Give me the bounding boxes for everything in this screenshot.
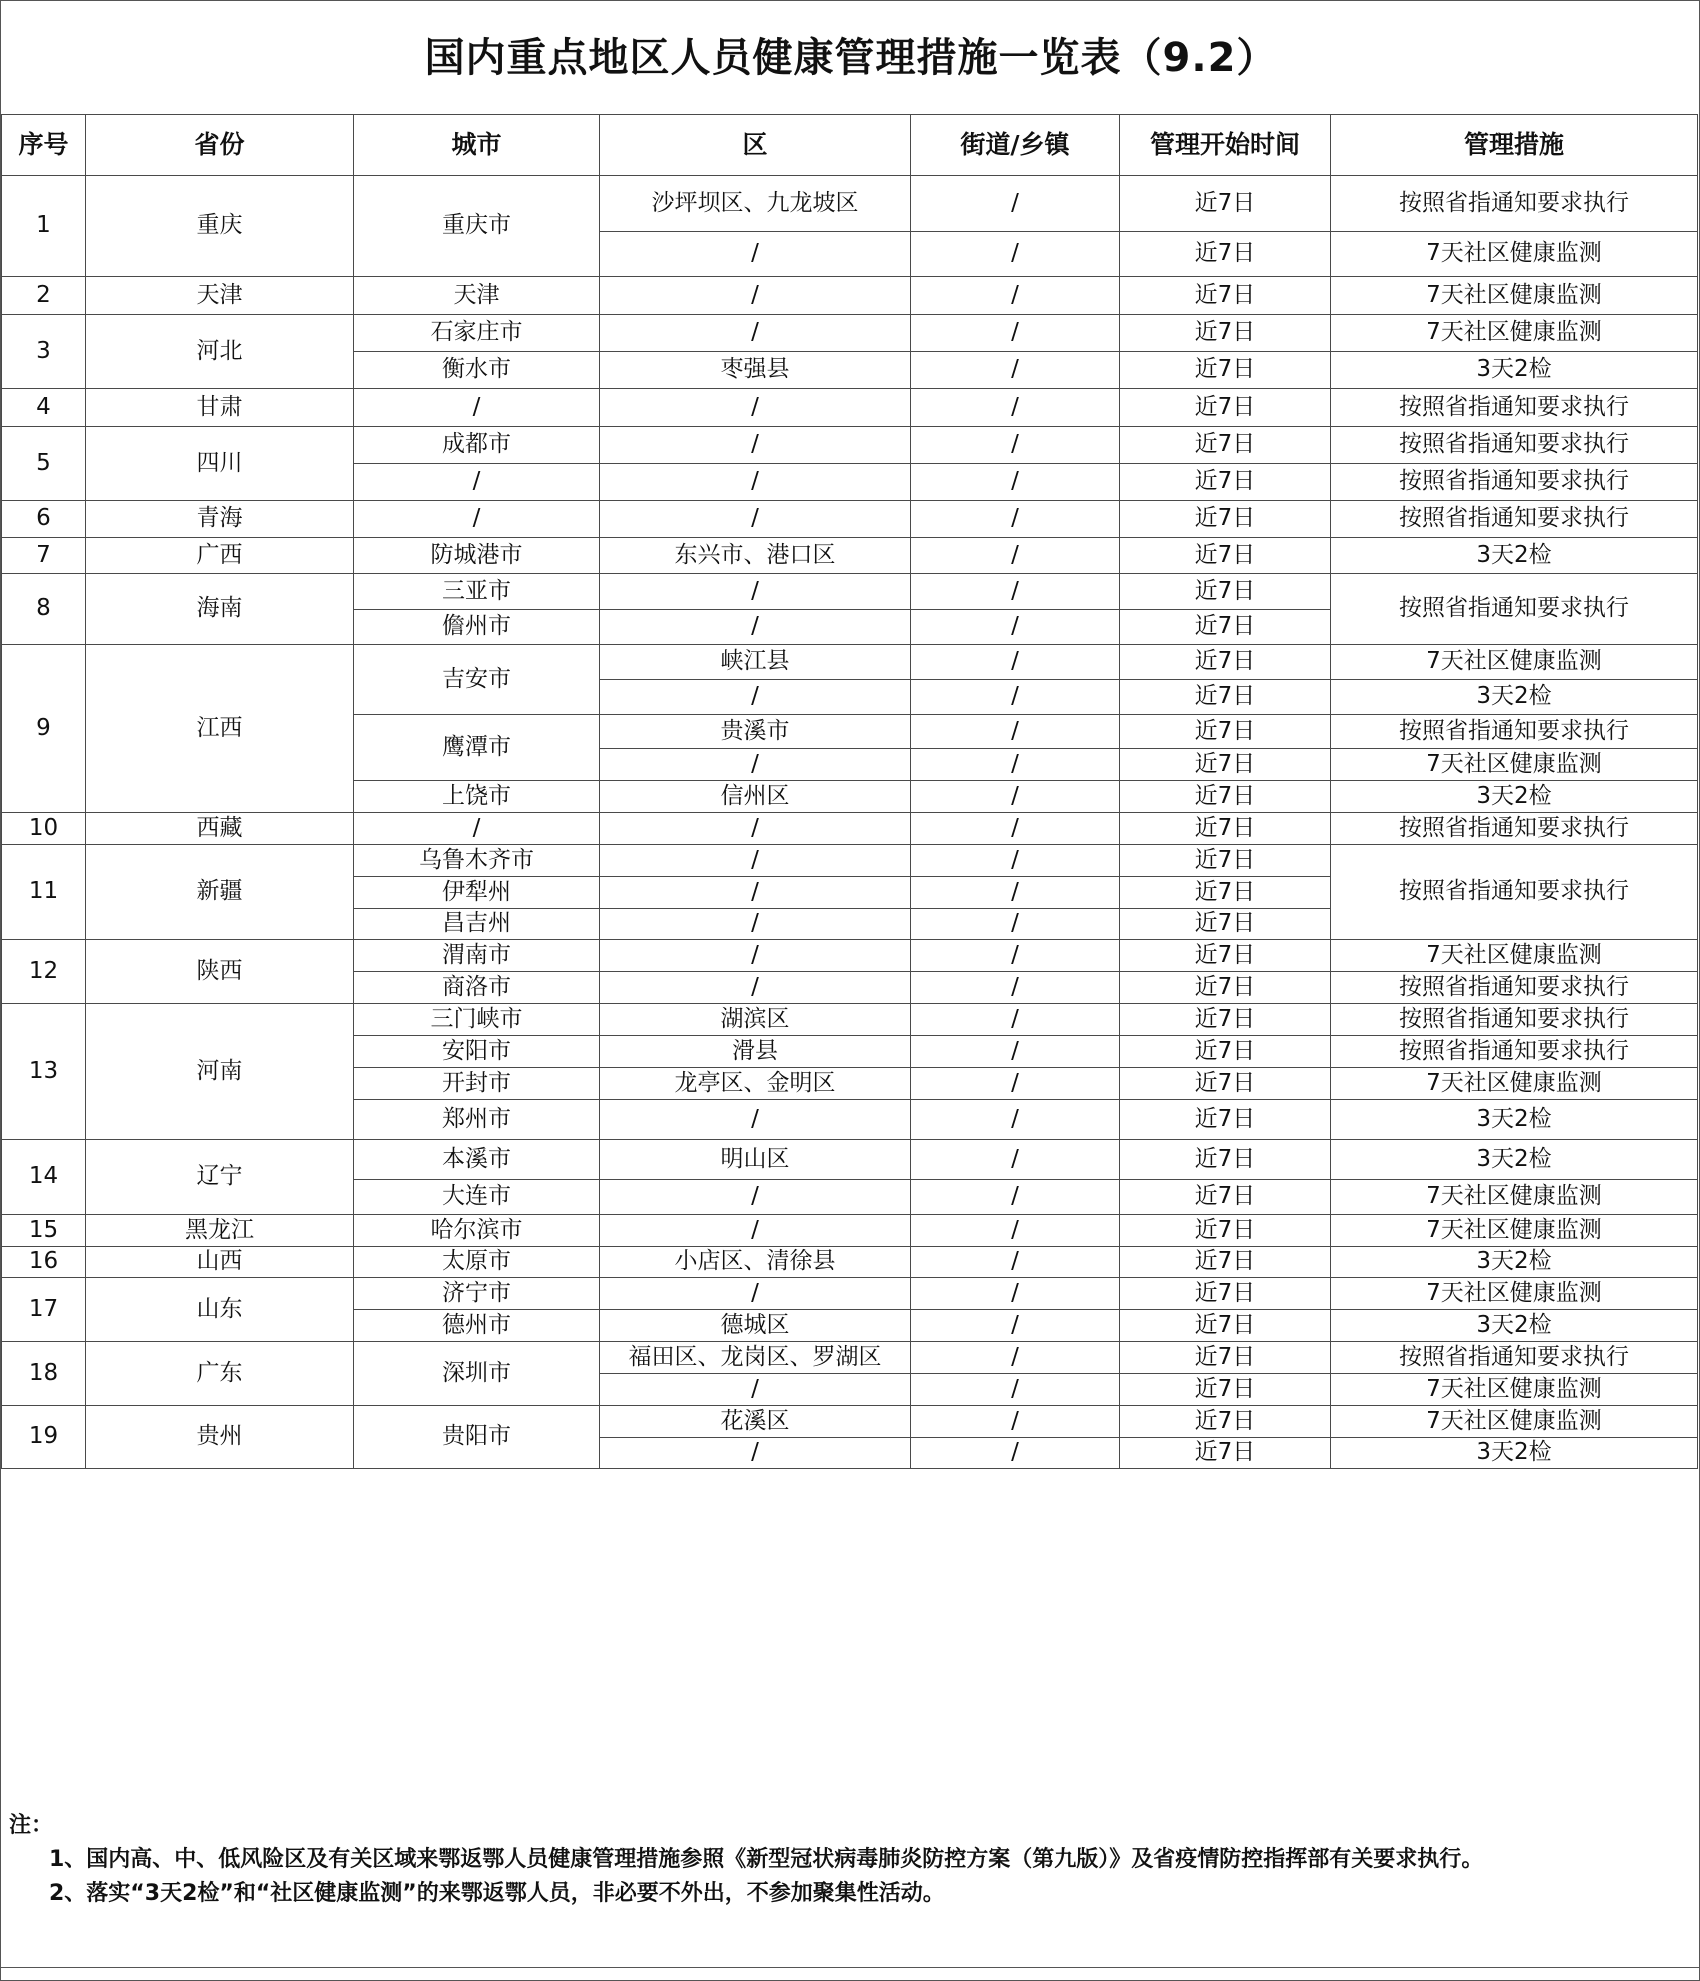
note-item-2: 2、落实“3天2检”和“社区健康监测”的来鄂返鄂人员，非必要不外出，不参加聚集性活动。 [49, 1881, 945, 1906]
district-cell: / [600, 909, 911, 940]
start-time-cell: 近7日 [1120, 574, 1331, 610]
start-time-cell: 近7日 [1120, 352, 1331, 389]
measure-cell: 7天社区健康监测 [1331, 232, 1698, 277]
city-cell: 郑州市 [354, 1100, 600, 1140]
measure-cell: 7天社区健康监测 [1331, 277, 1698, 315]
table-row [2, 538, 1698, 574]
street-cell: / [911, 909, 1120, 940]
table-row [2, 940, 1698, 972]
district-cell: / [600, 813, 911, 845]
city-cell: 石家庄市 [354, 315, 600, 352]
start-time-cell: 近7日 [1120, 1036, 1331, 1068]
header-measure: 管理措施 [1331, 115, 1698, 176]
page-title: 国内重点地区人员健康管理措施一览表（9.2） [424, 35, 1278, 81]
street-cell: / [911, 232, 1120, 277]
district-cell: / [600, 574, 911, 610]
table-row [2, 1278, 1698, 1310]
start-time-cell: 近7日 [1120, 972, 1331, 1004]
province-cell: 广西 [86, 538, 354, 574]
start-time-cell: 近7日 [1120, 781, 1331, 813]
district-cell: / [600, 501, 911, 538]
measure-cell: 3天2检 [1331, 1438, 1698, 1469]
table-row [2, 315, 1698, 352]
city-cell: 本溪市 [354, 1140, 600, 1180]
street-cell: / [911, 538, 1120, 574]
start-time-cell: 近7日 [1120, 1406, 1331, 1438]
table-row [2, 813, 1698, 845]
header-start-time: 管理开始时间 [1120, 115, 1331, 176]
start-time-cell: 近7日 [1120, 1342, 1331, 1374]
table-row [2, 277, 1698, 315]
row-index: 3 [2, 315, 86, 389]
city-cell: 重庆市 [354, 176, 600, 277]
street-cell: / [911, 389, 1120, 427]
measure-cell: 3天2检 [1331, 352, 1698, 389]
header-district: 区 [600, 115, 911, 176]
street-cell: / [911, 715, 1120, 749]
start-time-cell: 近7日 [1120, 427, 1331, 464]
street-cell: / [911, 1342, 1120, 1374]
district-cell: 龙亭区、金明区 [600, 1068, 911, 1100]
table-row [2, 574, 1698, 610]
province-cell: 海南 [86, 574, 354, 645]
start-time-cell: 近7日 [1120, 749, 1331, 781]
row-index: 11 [2, 845, 86, 940]
street-cell: / [911, 1247, 1120, 1278]
street-cell: / [911, 176, 1120, 232]
street-cell: / [911, 1278, 1120, 1310]
province-cell: 山东 [86, 1278, 354, 1342]
start-time-cell: 近7日 [1120, 501, 1331, 538]
notes-section [9, 1809, 1679, 1911]
row-index: 9 [2, 645, 86, 813]
measure-cell: 按照省指通知要求执行 [1331, 845, 1698, 940]
street-cell: / [911, 1140, 1120, 1180]
province-cell: 甘肃 [86, 389, 354, 427]
street-cell: / [911, 352, 1120, 389]
street-cell: / [911, 1068, 1120, 1100]
city-cell: 贵阳市 [354, 1406, 600, 1469]
start-time-cell: 近7日 [1120, 645, 1331, 680]
start-time-cell: 近7日 [1120, 1004, 1331, 1036]
city-cell: 儋州市 [354, 610, 600, 645]
district-cell: / [600, 1180, 911, 1215]
province-cell: 河北 [86, 315, 354, 389]
district-cell: 枣强县 [600, 352, 911, 389]
measure-cell: 按照省指通知要求执行 [1331, 389, 1698, 427]
table-row [2, 1406, 1698, 1438]
district-cell: / [600, 1278, 911, 1310]
note-item-1: 1、国内高、中、低风险区及有关区域来鄂返鄂人员健康管理措施参照《新型冠状病毒肺炎防控方案（第九版）》及省疫情防控指挥部有关要求执行。 [49, 1847, 1484, 1872]
start-time-cell: 近7日 [1120, 845, 1331, 877]
district-cell: / [600, 464, 911, 501]
measure-cell: 按照省指通知要求执行 [1331, 1036, 1698, 1068]
district-cell: 明山区 [600, 1140, 911, 1180]
district-cell: / [600, 1374, 911, 1406]
province-cell: 广东 [86, 1342, 354, 1406]
measure-cell: 7天社区健康监测 [1331, 1180, 1698, 1215]
measure-cell: 按照省指通知要求执行 [1331, 464, 1698, 501]
start-time-cell: 近7日 [1120, 813, 1331, 845]
street-cell: / [911, 749, 1120, 781]
start-time-cell: 近7日 [1120, 715, 1331, 749]
city-cell: 深圳市 [354, 1342, 600, 1406]
district-cell: / [600, 427, 911, 464]
row-index: 14 [2, 1140, 86, 1215]
street-cell: / [911, 574, 1120, 610]
start-time-cell: 近7日 [1120, 176, 1331, 232]
district-cell: 花溪区 [600, 1406, 911, 1438]
row-index: 5 [2, 427, 86, 501]
header-street: 街道/乡镇 [911, 115, 1120, 176]
header-province: 省份 [86, 115, 354, 176]
start-time-cell: 近7日 [1120, 940, 1331, 972]
city-cell: 昌吉州 [354, 909, 600, 940]
measure-cell: 3天2检 [1331, 1100, 1698, 1140]
row-index: 6 [2, 501, 86, 538]
province-cell: 陕西 [86, 940, 354, 1004]
city-cell: 鹰潭市 [354, 715, 600, 781]
street-cell: / [911, 1100, 1120, 1140]
street-cell: / [911, 972, 1120, 1004]
city-cell: / [354, 389, 600, 427]
street-cell: / [911, 610, 1120, 645]
health-measures-table [1, 114, 1698, 1469]
street-cell: / [911, 1004, 1120, 1036]
district-cell: / [600, 680, 911, 715]
district-cell: 信州区 [600, 781, 911, 813]
table-row [2, 645, 1698, 680]
measure-cell: 3天2检 [1331, 1247, 1698, 1278]
district-cell: 沙坪坝区、九龙坡区 [600, 176, 911, 232]
district-cell: / [600, 277, 911, 315]
street-cell: / [911, 1215, 1120, 1247]
street-cell: / [911, 845, 1120, 877]
measure-cell: 7天社区健康监测 [1331, 1278, 1698, 1310]
start-time-cell: 近7日 [1120, 1140, 1331, 1180]
table-row [2, 1004, 1698, 1036]
street-cell: / [911, 940, 1120, 972]
street-cell: / [911, 877, 1120, 909]
row-index: 16 [2, 1247, 86, 1278]
city-cell: 哈尔滨市 [354, 1215, 600, 1247]
province-cell: 河南 [86, 1004, 354, 1140]
city-cell: 防城港市 [354, 538, 600, 574]
district-cell: / [600, 972, 911, 1004]
district-cell: / [600, 610, 911, 645]
start-time-cell: 近7日 [1120, 1247, 1331, 1278]
row-index: 10 [2, 813, 86, 845]
start-time-cell: 近7日 [1120, 315, 1331, 352]
start-time-cell: 近7日 [1120, 680, 1331, 715]
street-cell: / [911, 781, 1120, 813]
province-cell: 重庆 [86, 176, 354, 277]
province-cell: 天津 [86, 277, 354, 315]
measure-cell: 3天2检 [1331, 538, 1698, 574]
district-cell: 东兴市、港口区 [600, 538, 911, 574]
city-cell: 三亚市 [354, 574, 600, 610]
district-cell: / [600, 1215, 911, 1247]
measure-cell: 按照省指通知要求执行 [1331, 1342, 1698, 1374]
measure-cell: 按照省指通知要求执行 [1331, 501, 1698, 538]
street-cell: / [911, 645, 1120, 680]
row-index: 7 [2, 538, 86, 574]
bottom-divider [1, 1967, 1699, 1968]
city-cell: 商洛市 [354, 972, 600, 1004]
city-cell: 天津 [354, 277, 600, 315]
notes-label: 注： [9, 1813, 54, 1838]
start-time-cell: 近7日 [1120, 1374, 1331, 1406]
measure-cell: 7天社区健康监测 [1331, 1068, 1698, 1100]
row-index: 12 [2, 940, 86, 1004]
city-cell: 太原市 [354, 1247, 600, 1278]
table-row [2, 845, 1698, 877]
province-cell: 青海 [86, 501, 354, 538]
table-row [2, 176, 1698, 232]
table-row [2, 427, 1698, 464]
table-row [2, 501, 1698, 538]
start-time-cell: 近7日 [1120, 1180, 1331, 1215]
row-index: 15 [2, 1215, 86, 1247]
district-cell: 峡江县 [600, 645, 911, 680]
start-time-cell: 近7日 [1120, 610, 1331, 645]
street-cell: / [911, 464, 1120, 501]
city-cell: 上饶市 [354, 781, 600, 813]
city-cell: 济宁市 [354, 1278, 600, 1310]
city-cell: 安阳市 [354, 1036, 600, 1068]
measure-cell: 按照省指通知要求执行 [1331, 813, 1698, 845]
district-cell: / [600, 1438, 911, 1469]
measure-cell: 7天社区健康监测 [1331, 749, 1698, 781]
measure-cell: 按照省指通知要求执行 [1331, 715, 1698, 749]
street-cell: / [911, 1406, 1120, 1438]
province-cell: 江西 [86, 645, 354, 813]
street-cell: / [911, 1438, 1120, 1469]
header-index: 序号 [2, 115, 86, 176]
district-cell: / [600, 749, 911, 781]
measure-cell: 按照省指通知要求执行 [1331, 574, 1698, 645]
measure-cell: 7天社区健康监测 [1331, 315, 1698, 352]
measure-cell: 7天社区健康监测 [1331, 1374, 1698, 1406]
city-cell: 渭南市 [354, 940, 600, 972]
row-index: 17 [2, 1278, 86, 1342]
province-cell: 山西 [86, 1247, 354, 1278]
measure-cell: 3天2检 [1331, 1140, 1698, 1180]
measure-cell: 7天社区健康监测 [1331, 1406, 1698, 1438]
district-cell: / [600, 877, 911, 909]
start-time-cell: 近7日 [1120, 1438, 1331, 1469]
city-cell: 开封市 [354, 1068, 600, 1100]
city-cell: 衡水市 [354, 352, 600, 389]
start-time-cell: 近7日 [1120, 538, 1331, 574]
measure-cell: 3天2检 [1331, 781, 1698, 813]
province-cell: 黑龙江 [86, 1215, 354, 1247]
table-row [2, 389, 1698, 427]
district-cell: 德城区 [600, 1310, 911, 1342]
table-row [2, 1140, 1698, 1180]
province-cell: 贵州 [86, 1406, 354, 1469]
district-cell: 贵溪市 [600, 715, 911, 749]
district-cell: / [600, 940, 911, 972]
district-cell: / [600, 845, 911, 877]
table-row [2, 1215, 1698, 1247]
start-time-cell: 近7日 [1120, 277, 1331, 315]
province-cell: 西藏 [86, 813, 354, 845]
province-cell: 辽宁 [86, 1140, 354, 1215]
street-cell: / [911, 427, 1120, 464]
table-row [2, 1342, 1698, 1374]
city-cell: 吉安市 [354, 645, 600, 715]
city-cell: 德州市 [354, 1310, 600, 1342]
row-index: 18 [2, 1342, 86, 1406]
row-index: 2 [2, 277, 86, 315]
start-time-cell: 近7日 [1120, 232, 1331, 277]
start-time-cell: 近7日 [1120, 877, 1331, 909]
header-city: 城市 [354, 115, 600, 176]
measure-cell: 按照省指通知要求执行 [1331, 972, 1698, 1004]
city-cell: 大连市 [354, 1180, 600, 1215]
start-time-cell: 近7日 [1120, 1310, 1331, 1342]
measure-cell: 按照省指通知要求执行 [1331, 176, 1698, 232]
row-index: 8 [2, 574, 86, 645]
start-time-cell: 近7日 [1120, 1278, 1331, 1310]
district-cell: 小店区、清徐县 [600, 1247, 911, 1278]
header-row [2, 115, 1698, 176]
street-cell: / [911, 315, 1120, 352]
start-time-cell: 近7日 [1120, 1068, 1331, 1100]
street-cell: / [911, 1180, 1120, 1215]
city-cell: / [354, 501, 600, 538]
street-cell: / [911, 1310, 1120, 1342]
row-index: 4 [2, 389, 86, 427]
start-time-cell: 近7日 [1120, 1215, 1331, 1247]
row-index: 19 [2, 1406, 86, 1469]
row-index: 13 [2, 1004, 86, 1140]
city-cell: 乌鲁木齐市 [354, 845, 600, 877]
province-cell: 四川 [86, 427, 354, 501]
city-cell: 伊犁州 [354, 877, 600, 909]
city-cell: 三门峡市 [354, 1004, 600, 1036]
measure-cell: 按照省指通知要求执行 [1331, 427, 1698, 464]
row-index: 1 [2, 176, 86, 277]
measure-cell: 7天社区健康监测 [1331, 645, 1698, 680]
district-cell: / [600, 1100, 911, 1140]
district-cell: / [600, 315, 911, 352]
street-cell: / [911, 813, 1120, 845]
measure-cell: 3天2检 [1331, 680, 1698, 715]
district-cell: 福田区、龙岗区、罗湖区 [600, 1342, 911, 1374]
district-cell: / [600, 232, 911, 277]
measure-cell: 3天2检 [1331, 1310, 1698, 1342]
city-cell: / [354, 813, 600, 845]
street-cell: / [911, 501, 1120, 538]
street-cell: / [911, 277, 1120, 315]
city-cell: 成都市 [354, 427, 600, 464]
measure-cell: 7天社区健康监测 [1331, 1215, 1698, 1247]
district-cell: / [600, 389, 911, 427]
province-cell: 新疆 [86, 845, 354, 940]
measure-cell: 7天社区健康监测 [1331, 940, 1698, 972]
district-cell: 湖滨区 [600, 1004, 911, 1036]
street-cell: / [911, 680, 1120, 715]
table-row [2, 1247, 1698, 1278]
street-cell: / [911, 1374, 1120, 1406]
district-cell: 滑县 [600, 1036, 911, 1068]
start-time-cell: 近7日 [1120, 1100, 1331, 1140]
measure-cell: 按照省指通知要求执行 [1331, 1004, 1698, 1036]
city-cell: / [354, 464, 600, 501]
street-cell: / [911, 1036, 1120, 1068]
start-time-cell: 近7日 [1120, 909, 1331, 940]
start-time-cell: 近7日 [1120, 464, 1331, 501]
start-time-cell: 近7日 [1120, 389, 1331, 427]
